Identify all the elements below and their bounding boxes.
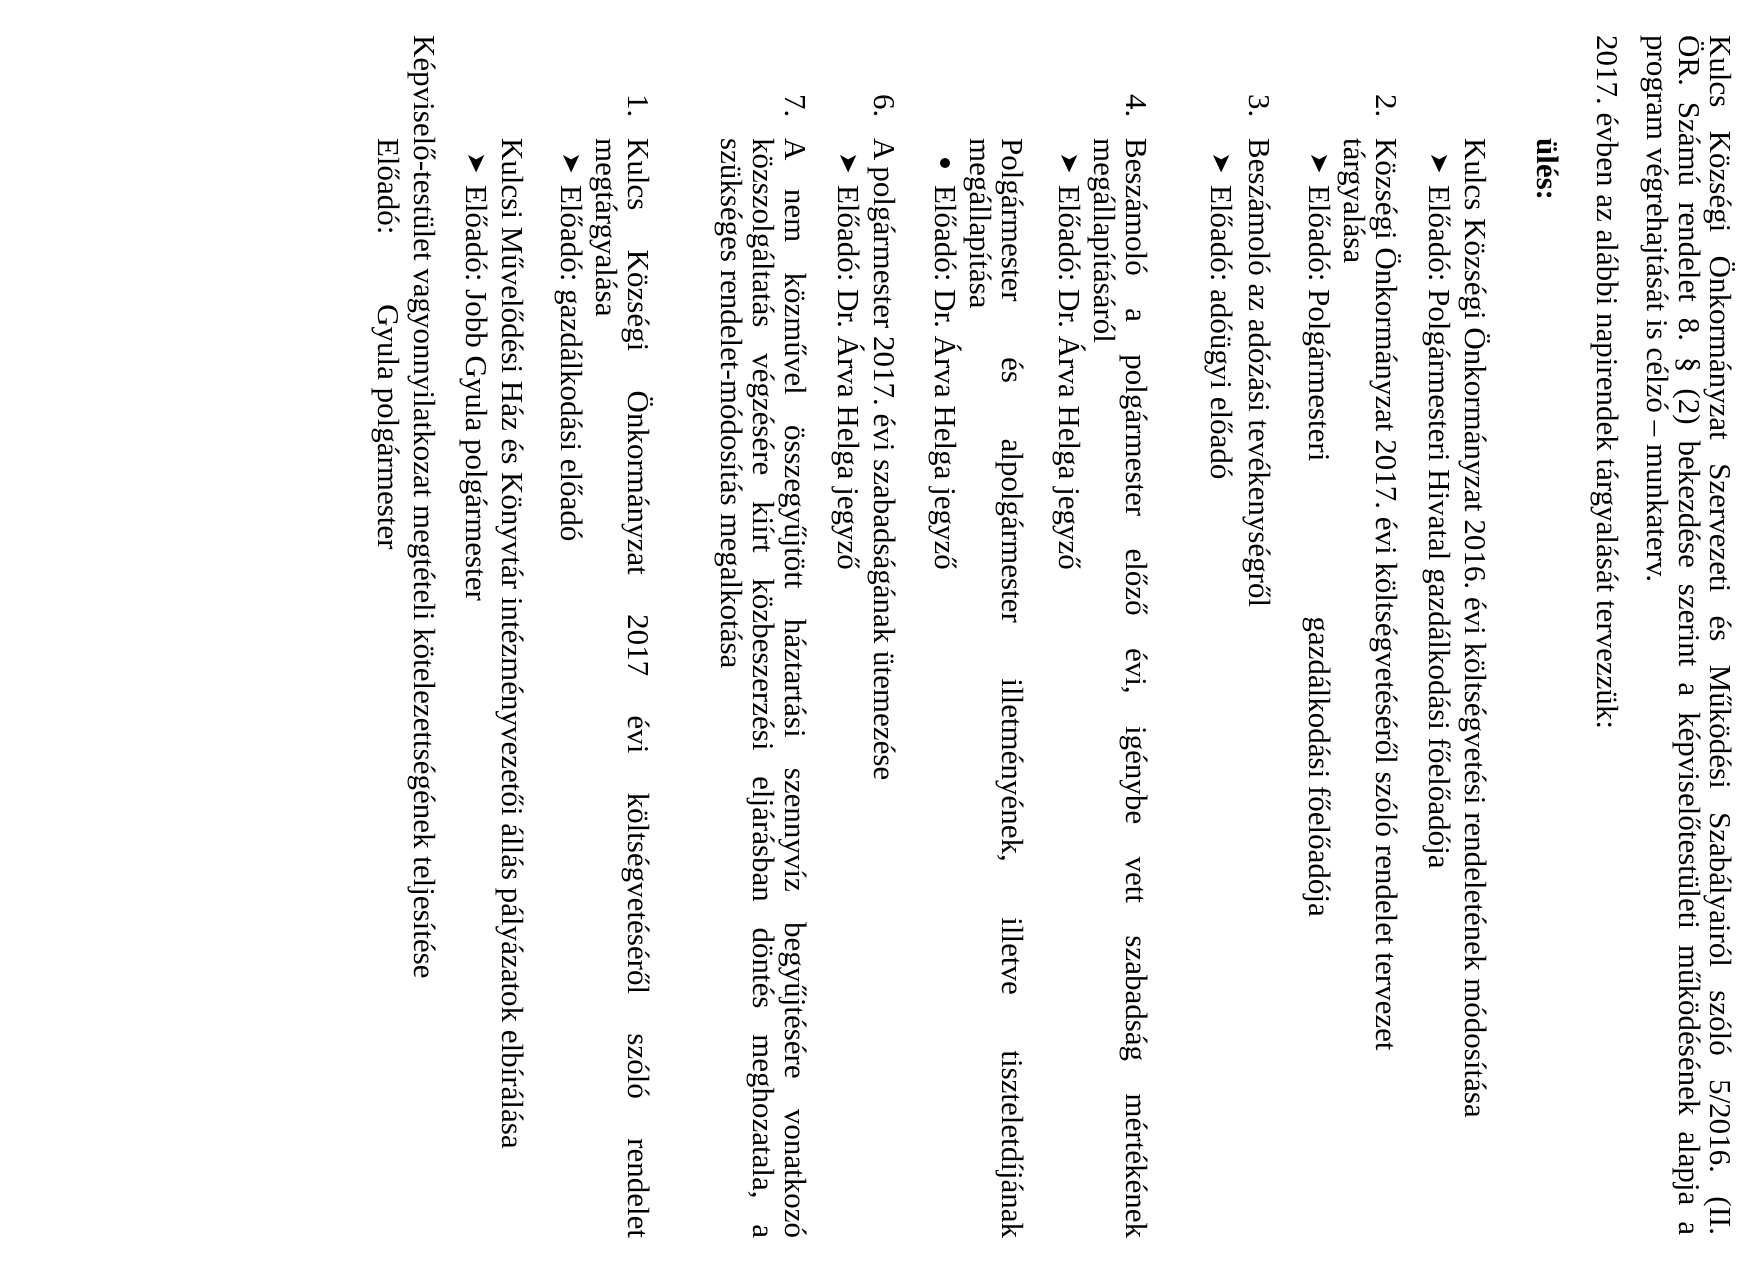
item-4-line-2: megállapításáról	[1087, 138, 1122, 343]
item-4-presenter: Előadó: Dr. Árva Helga jegyző	[1052, 185, 1087, 570]
item-6-line-1: A polgármester 2017. évi szabadságának ütemezése	[867, 138, 902, 781]
item-3-number: 3.	[1242, 94, 1277, 118]
session2-item-1-line-2: megtárgyalása	[589, 138, 624, 317]
round-bullet-icon	[940, 158, 950, 168]
item-2-number: 2.	[1369, 94, 1404, 118]
item-4-number: 4.	[1119, 94, 1154, 118]
arrowhead-bullet-icon: ➤	[1055, 152, 1084, 174]
intro-line-1: Kulcs Községi Önkormányzat Szervezeti és Működési Szabályairól szóló 5/2016. (II.	[1703, 35, 1738, 1235]
session2-item-3-line-1: Képviselő-testület vagyonnyilatkozat megtételi kötelezettségének teljesítése	[407, 35, 442, 979]
item-2-presenter: Előadó: Polgármesteri gazdálkodási főelőadója	[1302, 185, 1337, 917]
session-label: ülés:	[1530, 138, 1565, 200]
arrowhead-bullet-icon: ➤	[1207, 152, 1236, 174]
item-7-number: 7.	[778, 94, 813, 118]
session2-item-2-line-1: Kulcsi Művelődési Ház és Könyvtár intézményvezetői állás pályázatok elbírálása	[495, 138, 530, 1149]
item-7-line-3: szükséges rendelet-módosítás megalkotása	[714, 138, 749, 669]
session2-item-3-presenter: Előadó: Gyula polgármester	[371, 138, 406, 550]
item-3-line-1: Beszámoló az adózási tevékenységről	[1242, 138, 1277, 608]
item-5-line-1: Polgármester és alpolgármester illetményének, illetve tiszteletdíjának	[995, 138, 1030, 1238]
item-4-line-1: Beszámoló a polgármester előző évi, igénybe vett szabadság mértékének	[1119, 138, 1154, 1238]
intro-line-3: program végrehajtását is célzó – munkaterv.	[1640, 35, 1675, 583]
item-3-presenter: Előadó: adóügyi előadó	[1204, 185, 1239, 480]
item-5-presenter: Előadó: Dr. Árva Helga jegyző	[928, 185, 963, 570]
item-6-presenter: Előadó: Dr. Árva Helga jegyző	[831, 185, 866, 570]
arrowhead-bullet-icon: ➤	[834, 152, 863, 174]
item-2-line-2: tárgyalása	[1337, 138, 1372, 264]
arrowhead-bullet-icon: ➤	[1425, 152, 1454, 174]
session2-item-2-presenter: Előadó: Jobb Gyula polgármester	[459, 185, 494, 601]
item-1-presenter: Előadó: Polgármesteri Hivatal gazdálkodási főelőadója	[1422, 185, 1457, 869]
item-6-number: 6.	[867, 94, 902, 118]
item-7-line-1: A nem közművel összegyűjtött háztartási szennyvíz begyűjtésére vonatkozó	[778, 138, 813, 1238]
item-1-title: Kulcs Községi Önkormányzat 2016. évi költségvetési rendeletének módosítása	[1458, 138, 1493, 1118]
intro-line-2: ÖR. Számú rendelet 8. § (2) bekezdése szerint a képviselőtestületi működésének alapja a	[1672, 35, 1707, 1235]
intro-line-4: 2017. évben az alábbi napirendek tárgyalását tervezzük:	[1590, 35, 1625, 730]
item-2-line-1: Községi Önkormányzat 2017. évi költségvetéséről szóló rendelet tervezet	[1369, 138, 1404, 1051]
session2-item-1-line-1: Kulcs Községi Önkormányzat 2017 évi költségvetéséről szóló rendelet	[621, 138, 656, 1238]
arrowhead-bullet-icon: ➤	[557, 152, 586, 174]
session2-item-1-number: 1.	[621, 94, 656, 118]
session2-item-1-presenter: Előadó: gazdálkodási előadó	[554, 185, 589, 542]
item-7-line-2: közszolgáltatás végzésére kiírt közbeszerzési eljárásban döntés meghozatala, a	[746, 138, 781, 1238]
arrowhead-bullet-icon: ➤	[1305, 152, 1334, 174]
arrowhead-bullet-icon: ➤	[462, 152, 491, 174]
item-5-line-2: megállapítása	[963, 138, 998, 309]
